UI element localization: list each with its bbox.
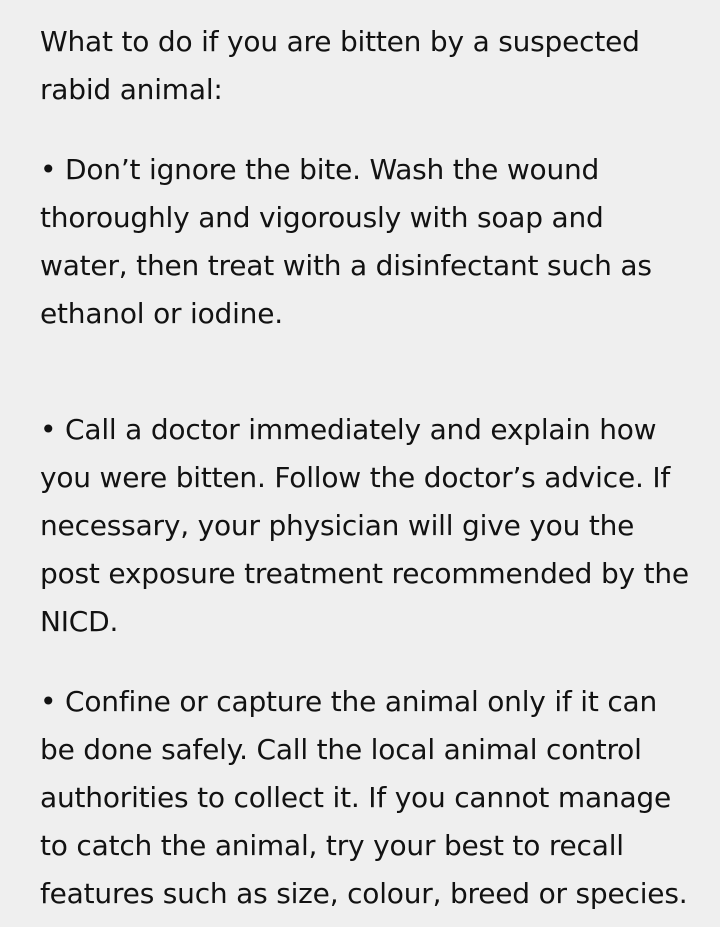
bullet-wash-wound: • Don’t ignore the bite. Wash the wound thoroughly and vigorously with soap and water, then treat with a disinfectant such as ethanol or iodine. [40, 153, 652, 330]
bullet-call-doctor: • Call a doctor immediately and explain how you were bitten. Follow the doctor’s advice. If necessary, your physician will give you the post exposure treatment recommended by the NICD. [40, 413, 689, 638]
bullet-confine-animal: • Confine or capture the animal only if it can be done safely. Call the local animal control authorities to collect it. If you cannot manage to catch the animal, try your best to recall features such as size, colour, breed or species. [40, 685, 688, 910]
intro-heading: What to do if you are bitten by a suspected rabid animal: [40, 25, 640, 106]
